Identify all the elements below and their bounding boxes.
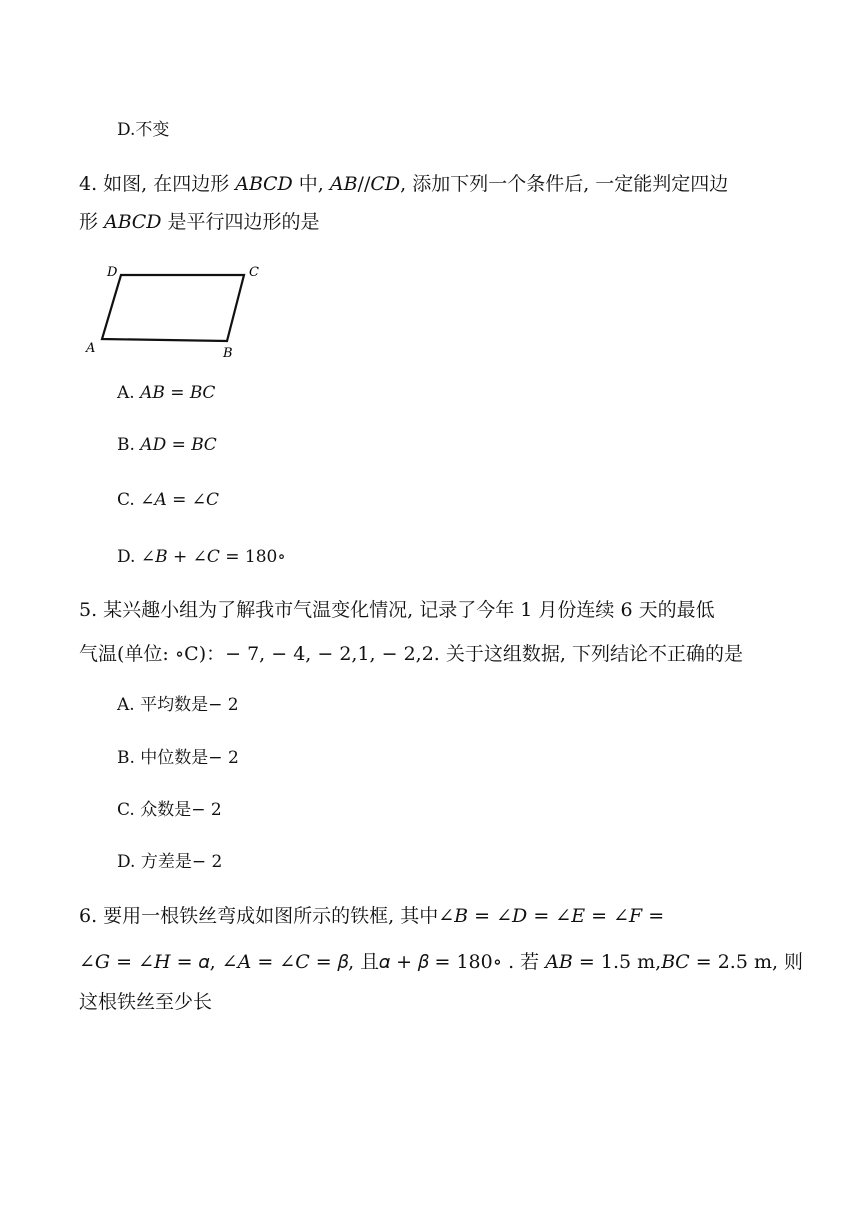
q5-option-b: B. 中位数是− 2	[117, 748, 239, 768]
q5-stem-line1: 5. 某兴趣小组为了解我市气温变化情况, 记录了今年 1 月份连续 6 天的最低	[79, 599, 715, 621]
q4-stem-line2: 形 𝐴𝐵𝐶𝐷 是平行四边形的是	[79, 211, 320, 233]
parallelogram-shape	[102, 275, 244, 341]
vertex-label-c: C	[249, 265, 259, 280]
q5-option-c: C. 众数是− 2	[117, 800, 222, 820]
q5-option-a: A. 平均数是− 2	[117, 695, 239, 715]
q5-option-d: D. 方差是− 2	[117, 852, 223, 872]
q6-stem-line2: ∠𝐺 = ∠𝐻 = 𝛼, ∠𝐴 = ∠𝐶 = 𝛽, 且𝛼 + 𝛽 = 180∘ . 若 𝐴𝐵 = 1.5 m,𝐵𝐶 = 2.5 m, 则	[79, 951, 804, 973]
vertex-label-a: A	[86, 341, 96, 356]
q3-option-d: D.不变	[117, 120, 170, 140]
vertex-label-b: B	[223, 346, 233, 361]
q5-stem-line2: 气温(单位: ∘C)：− 7, − 4, − 2,1, − 2,2. 关于这组数据, 下列结论不正确的是	[79, 643, 743, 665]
q6-stem-line3: 这根铁丝至少长	[79, 991, 213, 1013]
q4-option-b: B. 𝐴𝐷 = 𝐵𝐶	[117, 435, 217, 455]
q4-option-d: D. ∠𝐵 + ∠𝐶 = 180∘	[117, 547, 286, 567]
q4-option-c: C. ∠𝐴 = ∠𝐶	[117, 490, 220, 510]
q4-stem-line1: 4. 如图, 在四边形 𝐴𝐵𝐶𝐷 中, 𝐴𝐵//𝐶𝐷, 添加下列一个条件后, 一定能判定四边	[79, 173, 729, 195]
q6-stem-line1: 6. 要用一根铁丝弯成如图所示的铁框, 其中∠𝐵 = ∠𝐷 = ∠𝐸 = ∠𝐹 =	[79, 905, 665, 927]
q4-option-a: A. 𝐴𝐵 = 𝐵𝐶	[117, 383, 216, 403]
vertex-label-d: D	[107, 265, 118, 280]
parallelogram-figure	[82, 262, 272, 362]
